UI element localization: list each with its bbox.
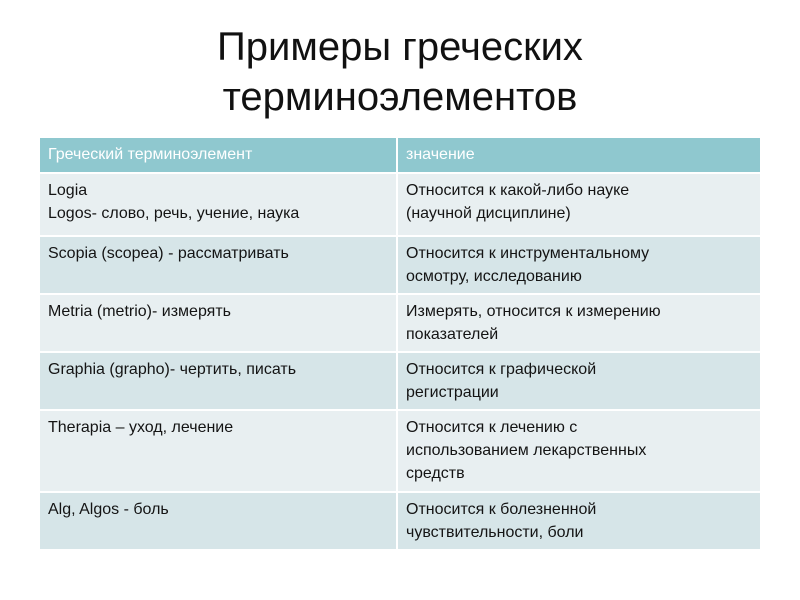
table-row <box>40 173 760 236</box>
header-meaning: значение <box>397 138 760 173</box>
meaning-cell <box>397 352 760 410</box>
title-line-2: терминоэлементов <box>222 75 578 119</box>
meaning-text: Относится к какой-либо науке <box>406 182 630 199</box>
meaning-text: средств <box>406 465 465 482</box>
term-text: Logia <box>48 182 88 199</box>
table-row <box>40 492 760 550</box>
table-row <box>40 294 760 352</box>
meaning-text: Измерять, относится к измерению <box>406 303 661 320</box>
meaning-cell <box>397 410 760 492</box>
table-row <box>40 352 760 410</box>
term-text: Metria (metrio)- измерять <box>48 303 231 320</box>
table-header-row <box>40 138 760 173</box>
meaning-text: Относится к инструментальному <box>406 245 650 262</box>
meaning-cell <box>397 294 760 352</box>
table-row <box>40 410 760 492</box>
meaning-text: чувствительности, боли <box>406 524 584 541</box>
meaning-text: осмотру, исследованию <box>406 268 582 285</box>
meaning-text: использованием лекарственных <box>406 442 647 459</box>
term-cell <box>40 492 397 550</box>
table-row <box>40 236 760 294</box>
meaning-text: Относится к болезненной <box>406 501 597 518</box>
term-text: Logos- слово, речь, учение, наука <box>48 205 300 222</box>
meaning-text: показателей <box>406 326 499 343</box>
page-title <box>40 22 760 122</box>
meaning-cell <box>397 173 760 236</box>
term-cell <box>40 410 397 492</box>
title-line-1: Примеры греческих <box>217 25 583 69</box>
meaning-text: (научной дисциплине) <box>406 205 571 222</box>
term-cell <box>40 236 397 294</box>
term-cell <box>40 294 397 352</box>
meaning-cell <box>397 492 760 550</box>
meaning-text: Относится к лечению с <box>406 419 578 436</box>
meaning-cell <box>397 236 760 294</box>
terms-table <box>40 138 760 551</box>
term-text: Alg, Algos - боль <box>48 501 169 518</box>
term-text: Graphia (grapho)- чертить, писать <box>48 361 297 378</box>
term-cell <box>40 173 397 236</box>
term-cell <box>40 352 397 410</box>
meaning-text: Относится к графической <box>406 361 597 378</box>
term-text: Scopia (scopea) - рассматривать <box>48 245 289 262</box>
header-term: Греческий терминоэлемент <box>40 138 397 173</box>
term-text: Therapia – уход, лечение <box>48 419 234 436</box>
meaning-text: регистрации <box>406 384 499 401</box>
